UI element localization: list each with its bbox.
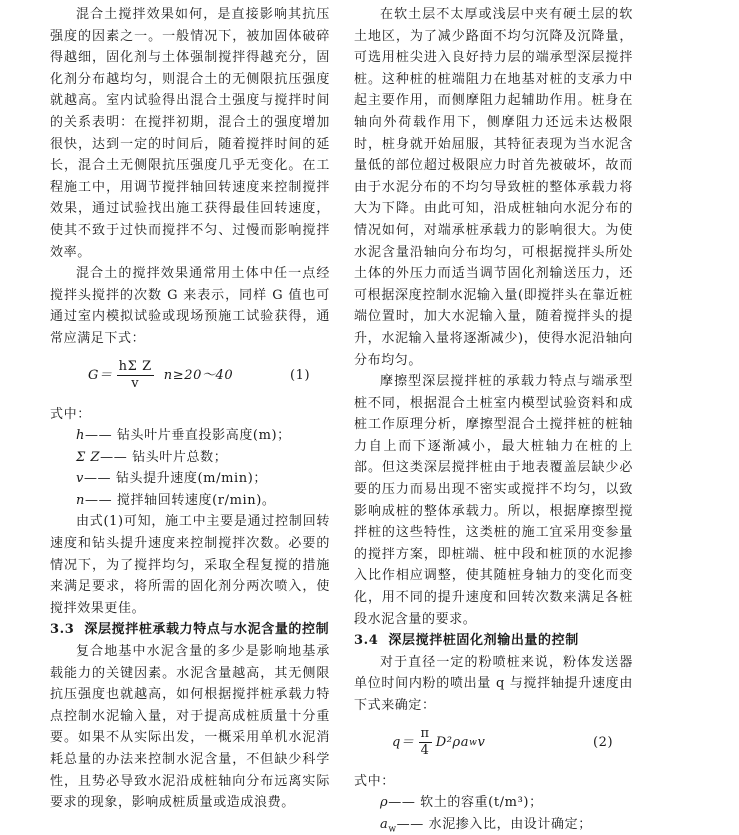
equation-1-numerator: hΣ Z xyxy=(118,359,152,374)
definition-text: —— 搅拌轴回转速度(r/min)。 xyxy=(84,492,276,508)
equation-1-lhs: G＝ xyxy=(88,367,113,383)
equation-1-fraction xyxy=(117,359,154,392)
equation-2-rhs-tail: v xyxy=(477,734,486,750)
equation-2-denominator: 4 xyxy=(420,743,430,759)
equation-2-fraction xyxy=(419,726,432,759)
equation-2-numerator: π xyxy=(420,726,430,742)
symbol-definitions-1 xyxy=(50,425,330,511)
definition-text: —— 钻头提升速度(m/min)； xyxy=(83,471,267,487)
equation-1-condition: n≥20～40 xyxy=(163,367,234,383)
definition-subscript: w xyxy=(388,824,397,835)
where-label: 式中： xyxy=(354,773,395,789)
definition-row xyxy=(50,425,330,447)
definition-row xyxy=(354,792,633,814)
definition-row xyxy=(50,447,330,469)
definition-text: —— 水泥掺入比，由设计确定； xyxy=(396,816,592,832)
definition-text: —— 软土的容重(t/m³)； xyxy=(388,795,543,811)
definition-row xyxy=(50,490,330,512)
section-title: 深层搅拌桩固化剂输出量的控制 xyxy=(388,633,579,649)
equation-2-number: (2) xyxy=(593,734,614,750)
definition-symbol: Σ Z xyxy=(76,449,101,465)
definition-text: —— 钻头叶片总数； xyxy=(100,449,228,465)
section-heading-3-3 xyxy=(50,619,330,641)
paragraph-mixing-effect: 混合土搅拌效果如何，是直接影响其抗压强度的因素之一。一般情况下，被加固体破碎得越细，固化剂与土体强制搅拌得越充分，固化剂分布越均匀，则混合土的无侧限抗压强度就越高。室内试验得出混合土强度与搅拌时间的关系表明：在搅拌初期，混合土的强度增加很快，达到一定的时间后，随着搅拌时间的延长，混合土无侧限抗压强度几乎无变化。在工程施工中，用调节搅拌轴回转速度来控制搅拌效果，通过试验找出施工获得最佳回转速度，使其不致于过快而搅拌不匀、过慢而影响搅拌效率。 xyxy=(50,7,330,260)
definition-symbol: ρ xyxy=(380,795,389,811)
left-column xyxy=(50,4,330,814)
paragraph-powder-output: 对于直径一定的粉喷桩来说，粉体发送器单位时间内粉的喷出量 q 与搅拌轴提升速度由下式来确定： xyxy=(354,654,633,713)
symbol-definitions-2 xyxy=(354,792,633,835)
definition-text: —— 钻头叶片垂直投影高度(m)； xyxy=(84,428,291,444)
paragraph-end-bearing-pile: 在软土层不太厚或浅层中夹有硬土层的软土地区，为了减少路面不均匀沉降及沉降量，可选用桩尖进入良好持力层的端承型深层搅拌桩。这种桩的桩端阻力在地基对桩的支承力中起主要作用，而侧摩阻力起辅助作用。桩身在轴向外荷载作用下，侧摩阻力还远未达极限时，桩身就开始屈服，其特征表现为当水泥含量低的部位超过极限应力时首先被破坏，故而由于水泥分布的不均匀导致桩的整体承载力将大为下降。由此可知，沿成桩轴向水泥分布的情况如何，对端承桩承载力的影响很大。为使水泥含量沿轴向分布均匀，可根据搅拌头所处土体的外压力而适当调节固化剂输送压力，还可根据深度控制水泥输入量(即搅拌头在靠近桩端位置时，加大水泥输入量，随着搅拌头的提升，水泥输入量将逐渐减少)，使得水泥沿轴向分布均匀。 xyxy=(354,7,633,368)
equation-2-body: q＝ $\frac{\pi}{4}$ D²ρa w v xyxy=(392,726,486,759)
paragraph-cement-content: 复合地基中水泥含量的多少是影响地基承载能力的关键因素。水泥含量越高，其无侧限抗压强度也就越高，如何根据搅拌桩承载力特点控制水泥输入量，对于提高成桩质量十分重要。如果不从实际出发，一概采用单机水泥消耗总量的办法来控制水泥含量，不但缺少科学性，且势必导致水泥沿成桩轴向分布远离实际要求的现象，影响成桩质量或造成浪费。 xyxy=(50,644,330,811)
definition-row xyxy=(50,468,330,490)
equation-2-lhs: q＝ xyxy=(392,734,415,750)
right-column xyxy=(354,4,633,835)
paragraph-mixing-count: 混合土的搅拌效果通常用土体中任一点经搅拌头搅拌的次数 G 来表示，同样 G 值也可通过室内模拟试验或现场预施工试验获得，通常应满足下式： xyxy=(50,266,330,346)
equation-2 xyxy=(354,719,633,767)
section-title: 深层搅拌桩承载力特点与水泥含量的控制 xyxy=(84,622,330,638)
paragraph-rotation-control: 由式(1)可知，施工中主要是通过控制回转速度和钻头提升速度来控制搅拌次数。必要的情况下，为了搅拌均匀，采取全程复搅的措施来满足要求，将所需的固化剂分两次喷入，使搅拌效果更佳。 xyxy=(50,514,330,616)
equation-2-rhs: D²ρa xyxy=(435,734,470,750)
equation-1-body xyxy=(50,359,290,392)
definition-symbol: a xyxy=(380,816,389,832)
paragraph-friction-pile: 摩擦型深层搅拌桩的承载力特点与端承型桩不同，根据混合土桩室内模型试验资料和成桩工作原理分析，摩擦型混合土搅拌桩的桩轴力自上而下逐渐减小，最大桩轴力在桩的上部。但这类深层搅拌桩由于地表覆盖层缺少必要的压力而易出现不密实或搅拌不均匀，以致影响成桩的整体承载力。所以，根据摩擦型搅拌桩的这些特性，这类桩的施工宜采用变参量的搅拌方案，即桩端、桩中段和桩顶的水泥掺入比作相应调整，使其随桩身轴力的变化而变化，用不同的提升速度和回转次数来满足各桩段水泥含量的要求。 xyxy=(354,374,633,627)
equation-1-number: (1) xyxy=(290,367,311,383)
equation-1-denominator: v xyxy=(131,376,140,391)
where-label: 式中： xyxy=(50,406,91,422)
definition-symbol: v xyxy=(76,471,84,487)
section-number: 3.3 xyxy=(50,622,75,638)
section-heading-3-4 xyxy=(354,630,633,652)
definition-symbol: h xyxy=(76,428,85,444)
equation-1 xyxy=(50,352,330,400)
definition-symbol: n xyxy=(76,492,85,508)
definition-row xyxy=(354,814,633,835)
section-number: 3.4 xyxy=(354,633,379,649)
